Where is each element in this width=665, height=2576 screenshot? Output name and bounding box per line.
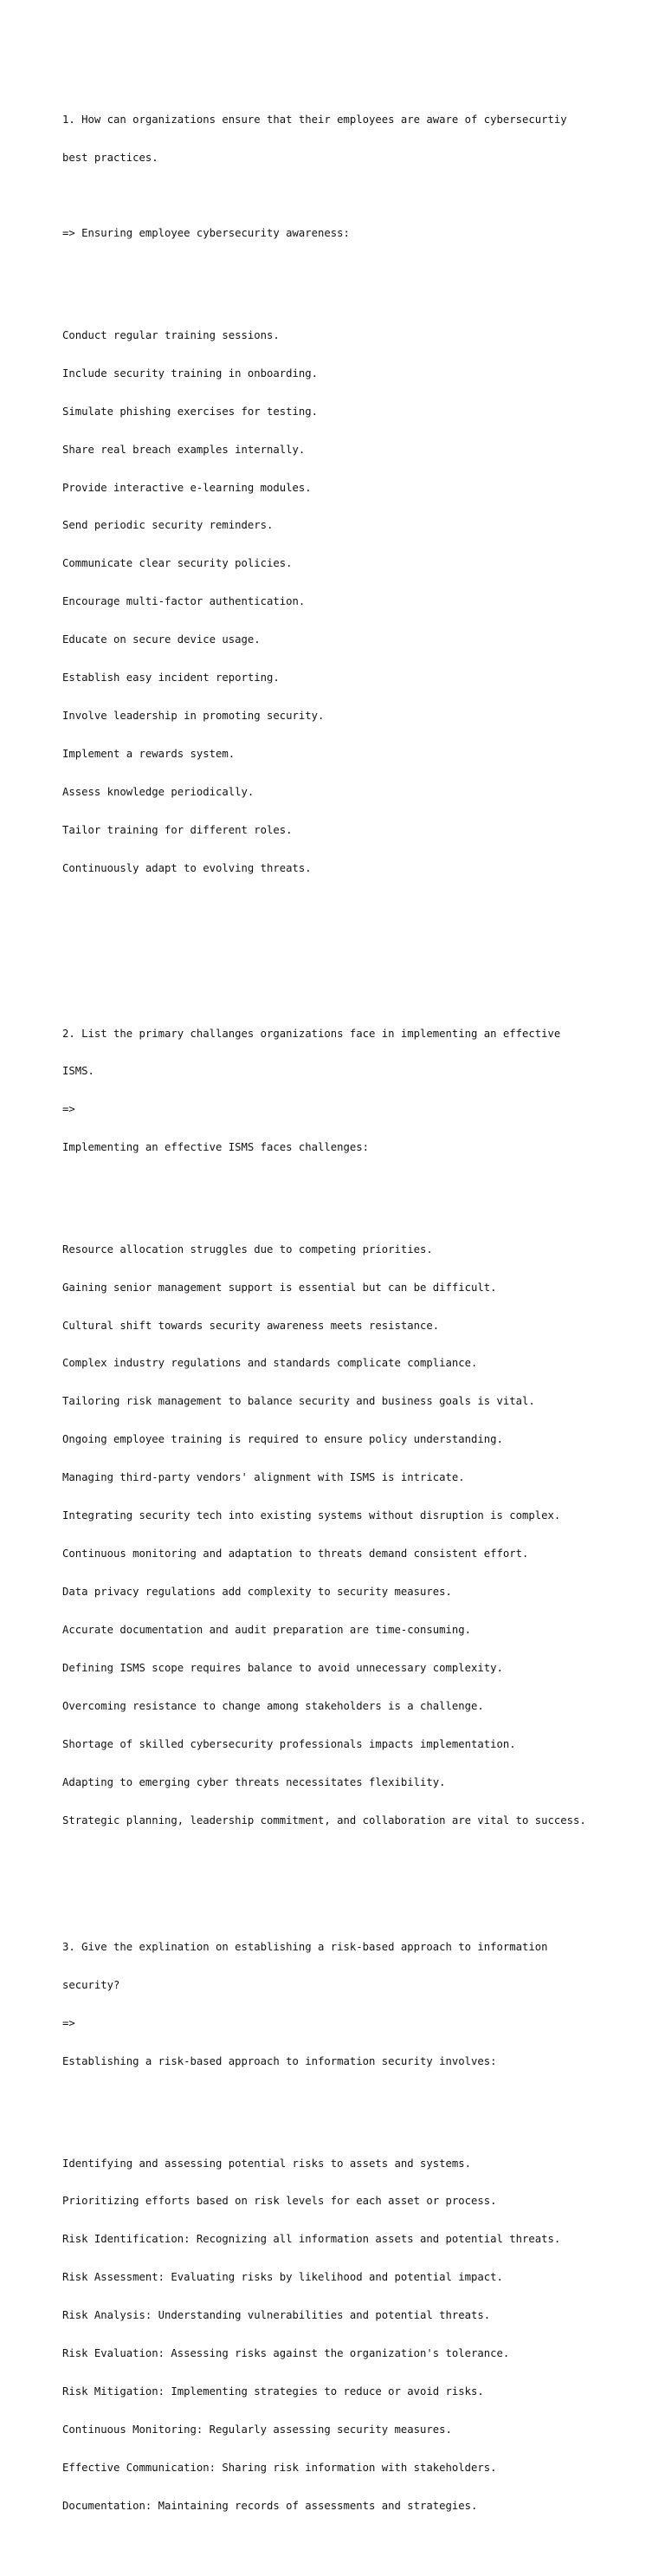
q2-answer-intro: Implementing an effective ISMS faces challenges: bbox=[62, 1141, 370, 1154]
list-item: Managing third-party vendors' alignment with ISMS is intricate. bbox=[62, 1471, 465, 1484]
list-item: Provide interactive e-learning modules. bbox=[62, 481, 312, 494]
list-item: Establish easy incident reporting. bbox=[62, 672, 280, 685]
list-item: Involve leadership in promoting security. bbox=[62, 710, 325, 723]
blank-line bbox=[62, 265, 617, 278]
list-item: Share real breach examples internally. bbox=[62, 443, 306, 456]
list-item: Implement a rewards system. bbox=[62, 748, 236, 761]
list-item: Risk Evaluation: Assessing risks against the organization's tolerance. bbox=[62, 2347, 510, 2360]
list-item: Conduct regular training sessions. bbox=[62, 328, 280, 341]
blank-line bbox=[62, 964, 617, 977]
list-item: Risk Identification: Recognizing all information assets and potential threats. bbox=[62, 2233, 561, 2246]
q2-question-line: ISMS. bbox=[62, 1065, 94, 1078]
q2-arrow: => bbox=[62, 1103, 75, 1116]
q3-answer-list bbox=[62, 2132, 617, 2538]
list-item: Cultural shift towards security awareness meets resistance. bbox=[62, 1319, 440, 1332]
list-item: Adapting to emerging cyber threats necessitates flexibility. bbox=[62, 1775, 446, 1788]
q1-question-line: 1. How can organizations ensure that their employees are aware of cybersecurtiy bbox=[62, 113, 567, 126]
q2-question-line: 2. List the primary challanges organizations face in implementing an effective bbox=[62, 1027, 561, 1040]
list-item: Shortage of skilled cybersecurity professionals impacts implementation. bbox=[62, 1738, 516, 1750]
list-item: Simulate phishing exercises for testing. bbox=[62, 405, 319, 418]
q3-question-line: security? bbox=[62, 1979, 120, 1992]
list-item: Continuous monitoring and adaptation to threats demand consistent effort. bbox=[62, 1548, 529, 1561]
list-item: Send periodic security reminders. bbox=[62, 519, 274, 532]
list-item: Tailoring risk management to balance security and business goals is vital. bbox=[62, 1395, 535, 1408]
list-item: Strategic planning, leadership commitment, and collaboration are vital to success. bbox=[62, 1814, 586, 1827]
list-item: Documentation: Maintaining records of assessments and strategies. bbox=[62, 2500, 478, 2513]
list-item: Gaining senior management support is essential but can be difficult. bbox=[62, 1281, 497, 1294]
list-item: Complex industry regulations and standards complicate compliance. bbox=[62, 1357, 478, 1370]
list-item: Risk Assessment: Evaluating risks by likelihood and potential impact. bbox=[62, 2271, 503, 2284]
list-item: Data privacy regulations add complexity to security measures. bbox=[62, 1586, 452, 1599]
list-item: Defining ISMS scope requires balance to avoid unnecessary complexity. bbox=[62, 1662, 503, 1675]
list-item: Resource allocation struggles due to competing priorities. bbox=[62, 1243, 433, 1256]
list-item: Include security training in onboarding. bbox=[62, 367, 319, 380]
list-item: Accurate documentation and audit preparation are time-consuming. bbox=[62, 1624, 472, 1637]
list-item: Identifying and assessing potential risks to assets and systems. bbox=[62, 2157, 472, 2170]
list-item: Risk Analysis: Understanding vulnerabilities and potential threats. bbox=[62, 2309, 491, 2322]
blank-line bbox=[62, 1878, 617, 1891]
list-item: Communicate clear security policies. bbox=[62, 557, 293, 570]
list-item: Continuous Monitoring: Regularly assessing security measures. bbox=[62, 2424, 452, 2436]
q3-answer-intro: Establishing a risk-based approach to information security involves: bbox=[62, 2055, 497, 2068]
q3-question-line: 3. Give the explination on establishing a risk-based approach to information bbox=[62, 1941, 548, 1954]
list-item: Educate on secure device usage. bbox=[62, 633, 261, 646]
blank-line bbox=[62, 2093, 617, 2106]
list-item: Effective Communication: Sharing risk information with stakeholders. bbox=[62, 2462, 497, 2475]
list-item: Overcoming resistance to change among stakeholders is a challenge. bbox=[62, 1700, 484, 1713]
q2-answer-list bbox=[62, 1217, 617, 1853]
list-item: Integrating security tech into existing systems without disruption is complex. bbox=[62, 1509, 561, 1522]
q1-answer-intro: => Ensuring employee cybersecurity awareness: bbox=[62, 227, 350, 240]
document-body bbox=[62, 62, 617, 2576]
list-item: Encourage multi-factor authentication. bbox=[62, 595, 306, 608]
q1-question-line: best practices. bbox=[62, 151, 158, 164]
q3-arrow: => bbox=[62, 2017, 75, 2030]
list-item: Continuously adapt to evolving threats. bbox=[62, 862, 312, 875]
q1-answer-list bbox=[62, 303, 617, 900]
blank-line bbox=[62, 1179, 617, 1192]
list-item: Prioritizing efforts based on risk levels for each asset or process. bbox=[62, 2195, 497, 2208]
list-item: Assess knowledge periodically. bbox=[62, 786, 255, 799]
list-item: Ongoing employee training is required to ensure policy understanding. bbox=[62, 1433, 503, 1446]
blank-line bbox=[62, 190, 617, 203]
list-item: Tailor training for different roles. bbox=[62, 824, 293, 837]
blank-line bbox=[62, 925, 617, 938]
list-item: Risk Mitigation: Implementing strategies to reduce or avoid risks. bbox=[62, 2385, 484, 2398]
